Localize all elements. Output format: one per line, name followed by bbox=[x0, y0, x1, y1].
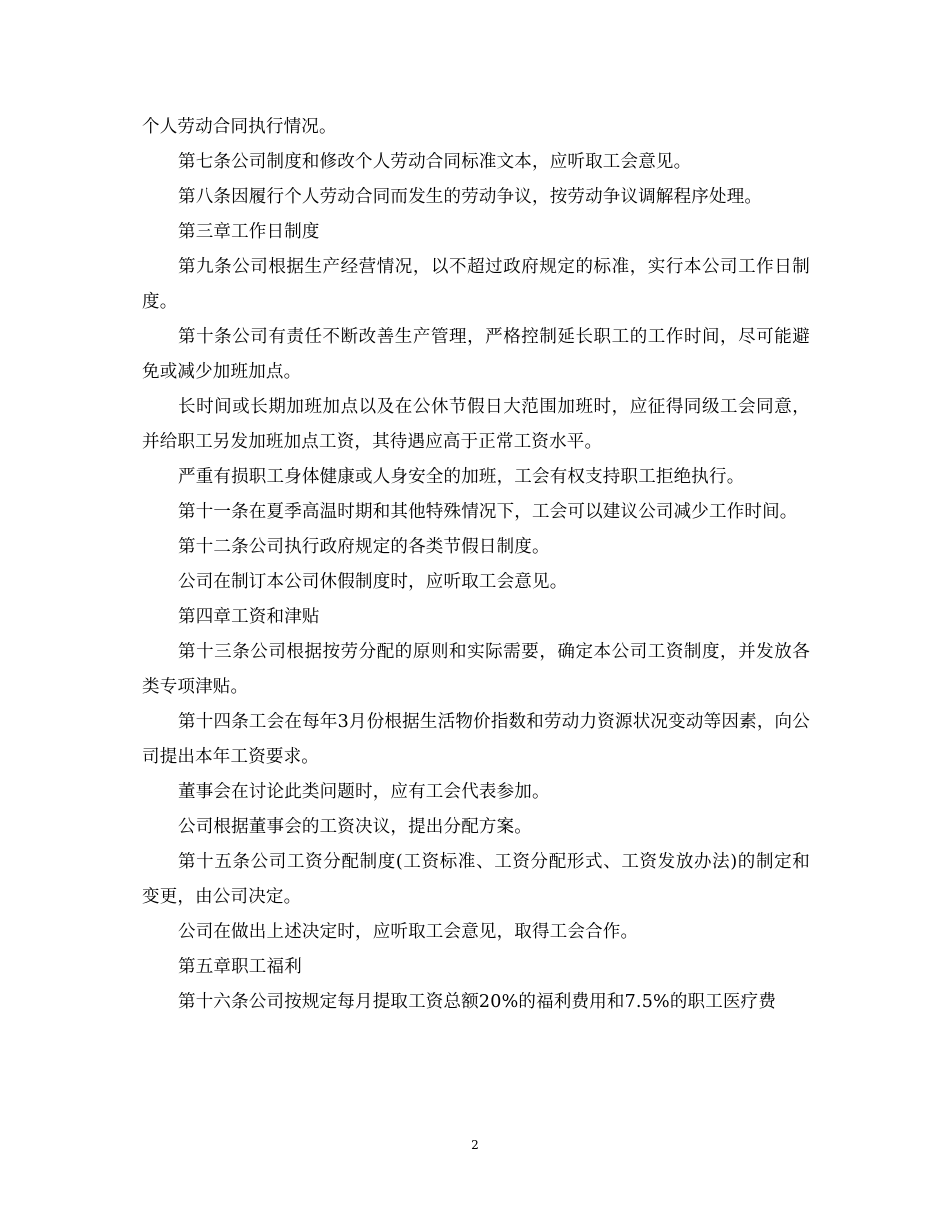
paragraph: 第十一条在夏季高温时期和其他特殊情况下，工会可以建议公司减少工作时间。 bbox=[178, 502, 798, 522]
paragraph: 董事会在讨论此类问题时，应有工会代表参加。 bbox=[178, 782, 550, 802]
paragraph: 长时间或长期加班加点以及在公休节假日大范围加班时，应征得同级工会同意，并给职工另发加班加点工资，其待遇应高于正常工资水平。 bbox=[142, 397, 810, 452]
paragraph: 第四章工资和津贴 bbox=[178, 607, 320, 627]
paragraph: 第九条公司根据生产经营情况，以不超过政府规定的标准，实行本公司工作日制度。 bbox=[142, 257, 810, 312]
paragraph: 第十六条公司按规定每月提取工资总额20%的福利费用和7.5%的职工医疗费 bbox=[178, 992, 777, 1012]
paragraph: 第三章工作日制度 bbox=[178, 222, 320, 242]
paragraph: 公司在做出上述决定时，应听取工会意见，取得工会合作。 bbox=[178, 922, 639, 942]
paragraph: 公司在制订本公司休假制度时，应听取工会意见。 bbox=[178, 572, 568, 592]
paragraph: 个人劳动合同执行情况。 bbox=[142, 117, 337, 137]
paragraph: 第十四条工会在每年3月份根据生活物价指数和劳动力资源状况变动等因素，向公司提出本年工资要求。 bbox=[142, 712, 810, 767]
paragraph: 第七条公司制度和修改个人劳动合同标准文本，应听取工会意见。 bbox=[178, 152, 692, 172]
paragraph: 严重有损职工身体健康或人身安全的加班，工会有权支持职工拒绝执行。 bbox=[178, 467, 745, 487]
paragraph: 第十三条公司根据按劳分配的原则和实际需要，确定本公司工资制度，并发放各类专项津贴。 bbox=[142, 642, 810, 697]
paragraph: 第八条因履行个人劳动合同而发生的劳动争议，按劳动争议调解程序处理。 bbox=[178, 187, 763, 207]
page-number: 2 bbox=[471, 1138, 479, 1152]
paragraph: 第十五条公司工资分配制度(工资标准、工资分配形式、工资发放办法)的制定和变更，由公司决定。 bbox=[142, 852, 810, 907]
document-body bbox=[142, 110, 810, 1020]
paragraph: 公司根据董事会的工资决议，提出分配方案。 bbox=[178, 817, 532, 837]
paragraph: 第五章职工福利 bbox=[178, 957, 302, 977]
paragraph: 第十二条公司执行政府规定的各类节假日制度。 bbox=[178, 537, 550, 557]
paragraph: 第十条公司有责任不断改善生产管理，严格控制延长职工的工作时间，尽可能避免或减少加班加点。 bbox=[142, 327, 810, 382]
